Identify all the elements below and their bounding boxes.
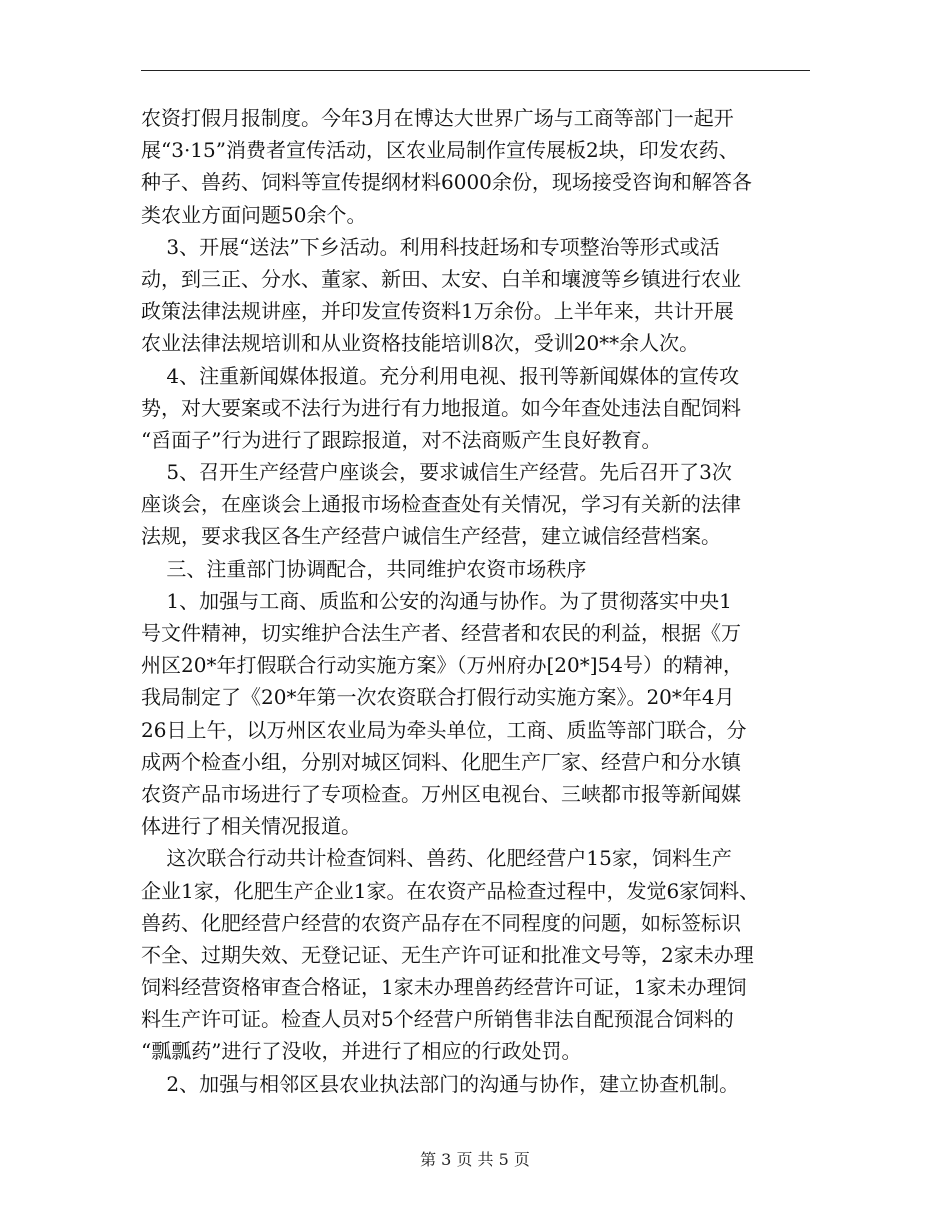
header-rule (141, 70, 810, 71)
text-line: 势，对大要案或不法行为进行有力地报道。如今年查处违法自配饲料 (141, 395, 741, 420)
text-line: 兽药、化肥经营户经营的农资产品存在不同程度的问题，如标签标识 (141, 910, 741, 935)
text-line: 不全、过期失效、无登记证、无生产许可证和批准文号等，2家未办理 (141, 942, 754, 967)
text-line: “舀面子”行为进行了跟踪报道，对不法商贩产生良好教育。 (141, 427, 662, 452)
text-line: 种子、兽药、饲料等宣传提纲材料6000余份，现场接受咨询和解答各 (141, 170, 752, 195)
text-line: 类农业方面问题50余个。 (141, 202, 367, 227)
text-line: 农资打假月报制度。今年3月在博达大世界广场与工商等部门一起开 (141, 106, 734, 130)
text-line: 5、召开生产经营户座谈会，要求诚信生产经营。先后召开了3次 (141, 460, 732, 485)
text-line: 农业法律法规培训和从业资格技能培训8次，受训20**余人次。 (141, 331, 700, 356)
text-line: 饲料经营资格审查合格证，1家未办理兽药经营许可证，1家未办理饲 (141, 975, 747, 1000)
text-line: 展“3·15”消费者宣传活动，区农业局制作宣传展板2块，印发农药、 (141, 138, 739, 163)
text-line: 料生产许可证。检查人员对5个经营户所销售非法自配预混合饲料的 (141, 1007, 734, 1032)
page-number-footer: 第 3 页 共 5 页 (420, 1150, 530, 1169)
text-line: 农资产品市场进行了专项检查。万州区电视台、三峡都市报等新闻媒 (141, 781, 741, 806)
text-line: 法规，要求我区各生产经营户诚信生产经营，建立诚信经营档案。 (141, 524, 721, 549)
text-line: 4、注重新闻媒体报道。充分利用电视、报刊等新闻媒体的宣传攻 (141, 363, 740, 388)
text-line: 政策法律法规讲座，并印发宣传资料1万余份。上半年来，共计开展 (141, 299, 734, 324)
text-line: 三、注重部门协调配合，共同维护农资市场秩序 (141, 556, 587, 581)
text-line: 企业1家，化肥生产企业1家。在农资产品检查过程中，发觉6家饲料、 (141, 878, 760, 903)
text-line: 1、加强与工商、质监和公安的沟通与协作。为了贯彻落实中央1 (141, 588, 732, 613)
body-text (141, 102, 813, 1100)
text-line: 州区20*年打假联合行动实施方案》（万州府办[20*]54号）的精神， (141, 653, 743, 678)
text-line: 成两个检查小组，分别对城区饲料、化肥生产厂家、经营户和分水镇 (141, 749, 741, 774)
text-line: 动，到三正、分水、董家、新田、太安、白羊和壤渡等乡镇进行农业 (141, 266, 741, 291)
text-line: 26日上午，以万州区农业局为牵头单位，工商、质监等部门联合，分 (141, 717, 747, 742)
text-line: 座谈会，在座谈会上通报市场检查查处有关情况，学习有关新的法律 (141, 492, 741, 517)
text-line: 3、开展“送法”下乡活动。利用科技赶场和专项整治等形式或活 (141, 234, 720, 259)
text-line: “瓢瓢药”进行了没收，并进行了相应的行政处罚。 (141, 1039, 582, 1064)
text-line: 2、加强与相邻区县农业执法部门的沟通与协作，建立协查机制。 (141, 1071, 740, 1096)
text-line: 我局制定了《20*年第一次农资联合打假行动实施方案》。20*年4月 (141, 685, 735, 710)
text-line: 这次联合行动共计检查饲料、兽药、化肥经营户15家，饲料生产 (141, 846, 732, 871)
text-line: 体进行了相关情况报道。 (141, 814, 361, 839)
text-line: 号文件精神，切实维护合法生产者、经营者和农民的利益，根据《万 (141, 621, 741, 645)
